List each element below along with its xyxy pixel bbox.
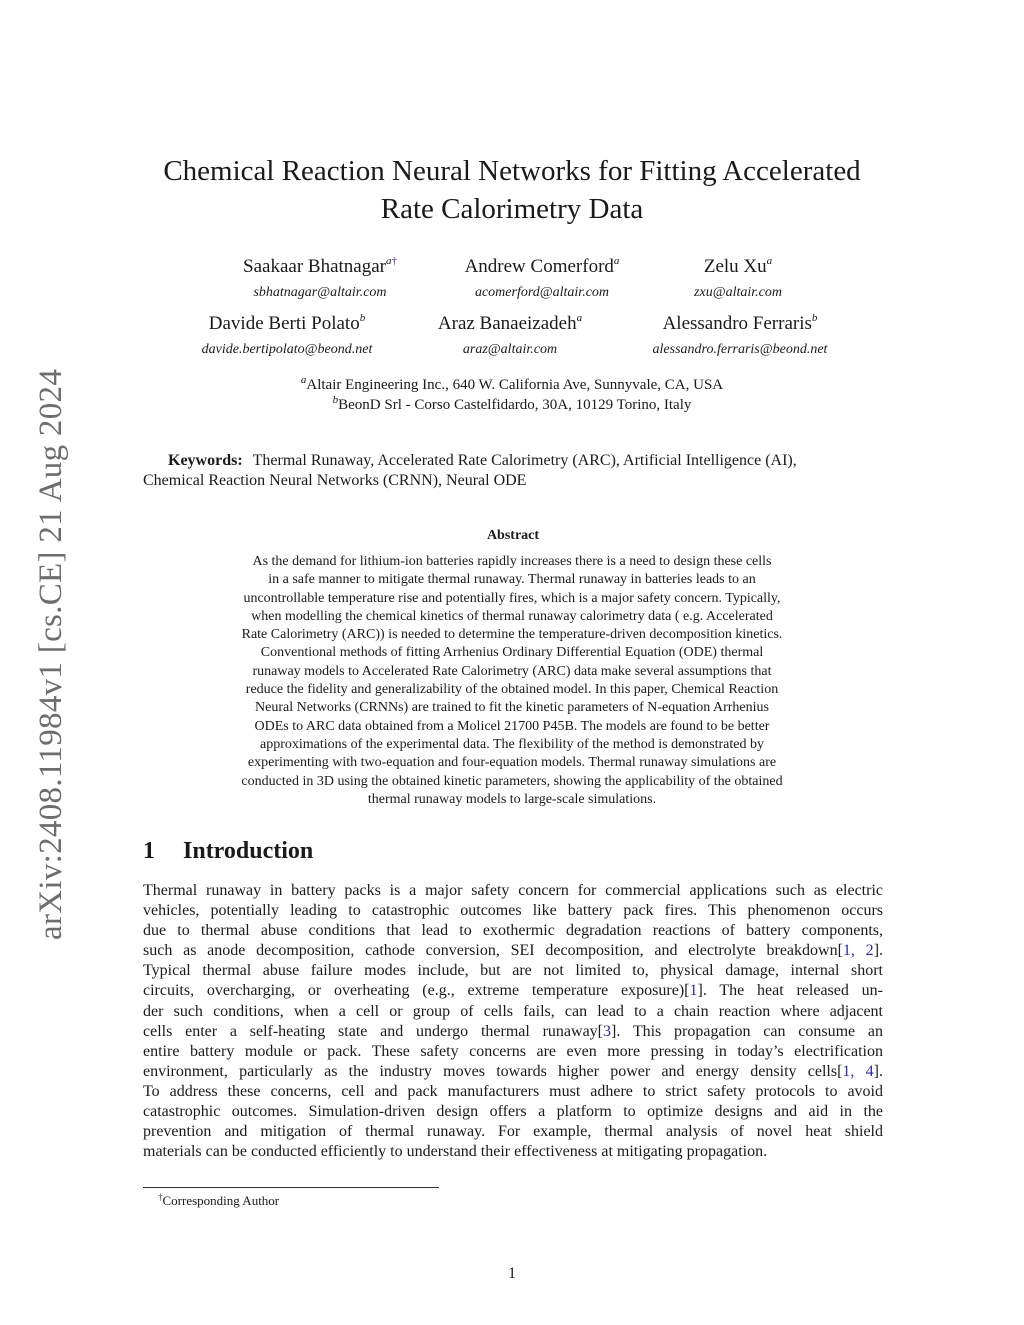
intro-line: To address these concerns, cell and pack manufacturers must adhere to strict safety protocols to avoid — [143, 1082, 883, 1100]
author-name: Saakaar Bhatnagar — [243, 256, 386, 277]
author-name: Araz Banaeizadeh — [437, 313, 577, 334]
abstract-line: experimenting with two-equation and four-equation models. Thermal runaway simulations are — [247, 755, 777, 771]
intro-line: entire battery module or pack. These safety concerns are even more pressing in today’s electrification — [143, 1042, 883, 1060]
intro-line: prevention and mitigation of thermal runaway. For example, thermal analysis of novel heat shield — [143, 1123, 883, 1141]
author-block — [222, 250, 418, 302]
author-name: Andrew Comerford — [464, 256, 614, 277]
author-email: zxu@altair.com — [694, 285, 782, 300]
section-title: Introduction — [183, 838, 314, 864]
author-email: sbhatnagar@altair.com — [253, 285, 387, 300]
citation-link[interactable]: 1, 2 — [842, 942, 874, 960]
section-heading-introduction — [143, 838, 313, 865]
page-number: 1 — [508, 1265, 516, 1282]
author-name: Alessandro Ferraris — [662, 313, 812, 334]
citation-link[interactable]: 1, 4 — [842, 1062, 874, 1080]
footnote-text: Corresponding Author — [162, 1193, 280, 1208]
paper-title — [120, 152, 904, 228]
affiliation-text: Altair Engineering Inc., 640 W. California Ave, Sunnyvale, CA, USA — [306, 377, 724, 393]
author-block — [182, 307, 392, 359]
intro-line: environment, particularly as the industry moves towards higher power and energy density cells[1, 4]. — [143, 1062, 883, 1080]
author-name: Davide Berti Polato — [208, 313, 360, 334]
keywords-label: Keywords: — [168, 452, 243, 469]
abstract-line: runaway models to Accelerated Rate Calorimetry (ARC) data make several assumptions that — [252, 663, 772, 679]
section-number: 1 — [143, 838, 155, 864]
author-block — [674, 250, 802, 302]
footnote — [158, 1192, 279, 1209]
abstract-line: Conventional methods of fitting Arrhenius Ordinary Differential Equation (ODE) thermal — [260, 645, 764, 661]
author-email: araz@altair.com — [462, 342, 558, 357]
affiliation-line — [200, 390, 824, 415]
author-affiliation-mark: a — [385, 255, 392, 267]
intro-line: vehicles, potentially leading to catastrophic outcomes like battery pack fires. This phenomenon occurs — [143, 902, 883, 920]
author-email: davide.bertipolato@beond.net — [201, 342, 373, 357]
author-affiliation-mark: a — [766, 255, 773, 267]
abstract-heading: Abstract — [486, 528, 540, 543]
intro-line: circuits, overcharging, or overheating (e.g., extreme temperature exposure)[1]. The heat released un- — [143, 982, 884, 1000]
affiliation-key: b — [332, 394, 339, 406]
author-affiliation-mark: a — [576, 312, 583, 324]
author-block — [628, 307, 852, 359]
abstract-line: in a safe manner to mitigate thermal runaway. Thermal runaway in batteries leads to an — [268, 572, 756, 588]
title-line-2: Rate Calorimetry Data — [380, 193, 644, 225]
abstract-line: approximations of the experimental data. The flexibility of the method is demonstrated by — [260, 736, 764, 752]
intro-line: due to thermal abuse conditions that lead to exothermic degradation reactions of battery components, — [143, 922, 883, 940]
abstract-line: uncontrollable temperature rise and potentially fires, which is a major safety concern. Typically, — [243, 590, 781, 606]
abstract-body — [180, 553, 844, 809]
abstract-line: reduce the fidelity and generalizability of the obtained model. In this paper, Chemical Reaction — [245, 682, 779, 698]
author-email: acomerford@altair.com — [474, 285, 610, 300]
corresponding-author-mark[interactable]: † — [391, 255, 397, 267]
affiliation-text: BeonD Srl - Corso Castelfidardo, 30A, 10129 Torino, Italy — [338, 397, 692, 413]
abstract-line: Rate Calorimetry (ARC)) is needed to determine the temperature-driven decomposition kinetics. — [241, 627, 783, 643]
citation-link[interactable]: 3 — [603, 1022, 612, 1040]
intro-line: such as anode decomposition, cathode conversion, SEI decomposition, and electrolyte breakdown[1, 2]. — [143, 942, 884, 960]
intro-line: Thermal runaway in battery packs is a major safety concern for commercial applications such as electric — [143, 882, 883, 899]
keywords-line-2: Chemical Reaction Neural Networks (CRNN), Neural ODE — [143, 472, 527, 489]
intro-line: Typical thermal abuse failure modes include, but are not limited to, physical damage, internal short — [143, 962, 883, 980]
abstract-line: ODEs to ARC data obtained from a Molicel 21700 P45B. The models are found to be better — [254, 718, 770, 734]
abstract-line: As the demand for lithium-ion batteries rapidly increases there is a need to design these cells — [252, 554, 772, 569]
abstract-line: Neural Networks (CRNNs) are trained to fit the kinetic parameters of N-equation Arrhenius — [255, 700, 769, 716]
footnote-divider — [143, 1187, 439, 1188]
abstract-line: conducted in 3D using the obtained kinetic parameters, showing the applicability of the obtained — [241, 773, 783, 789]
author-affiliation-mark: a — [613, 255, 620, 267]
citation-link[interactable]: 1 — [689, 982, 698, 1000]
author-affiliation-mark: b — [811, 312, 818, 324]
title-line-1: Chemical Reaction Neural Networks for Fitting Accelerated — [163, 155, 861, 187]
footnote-mark: † — [158, 1192, 163, 1202]
author-block — [430, 250, 654, 302]
affiliation-key: a — [300, 374, 307, 386]
author-email: alessandro.ferraris@beond.net — [652, 342, 828, 357]
intro-line: materials can be conducted efficiently to understand their effectiveness at mitigating propagation. — [143, 1143, 768, 1161]
abstract-line: when modelling the chemical kinetics of thermal runaway calorimetry data ( e.g. Accelerated — [251, 608, 773, 624]
author-affiliation-mark: b — [359, 312, 366, 324]
keywords-line-1: Thermal Runaway, Accelerated Rate Calorimetry (ARC), Artificial Intelligence (AI), — [252, 452, 797, 469]
intro-line: catastrophic outcomes. Simulation-driven design offers a platform to optimize designs and aid in the — [143, 1103, 883, 1121]
intro-line: cells enter a self-heating state and undergo thermal runaway[3]. This propagation can consume an — [143, 1022, 884, 1040]
keywords-section — [143, 451, 883, 491]
abstract-line: thermal runaway models to large-scale simulations. — [367, 791, 657, 807]
author-block — [412, 307, 608, 359]
introduction-body — [143, 881, 883, 1162]
author-name: Zelu Xu — [703, 256, 767, 277]
intro-line: der such conditions, when a cell or group of cells fails, can lead to a chain reaction where adjacent — [143, 1002, 883, 1020]
arxiv-identifier-stamp: arXiv:2408.11984v1 [cs.CE] 21 Aug 2024 — [33, 368, 69, 940]
